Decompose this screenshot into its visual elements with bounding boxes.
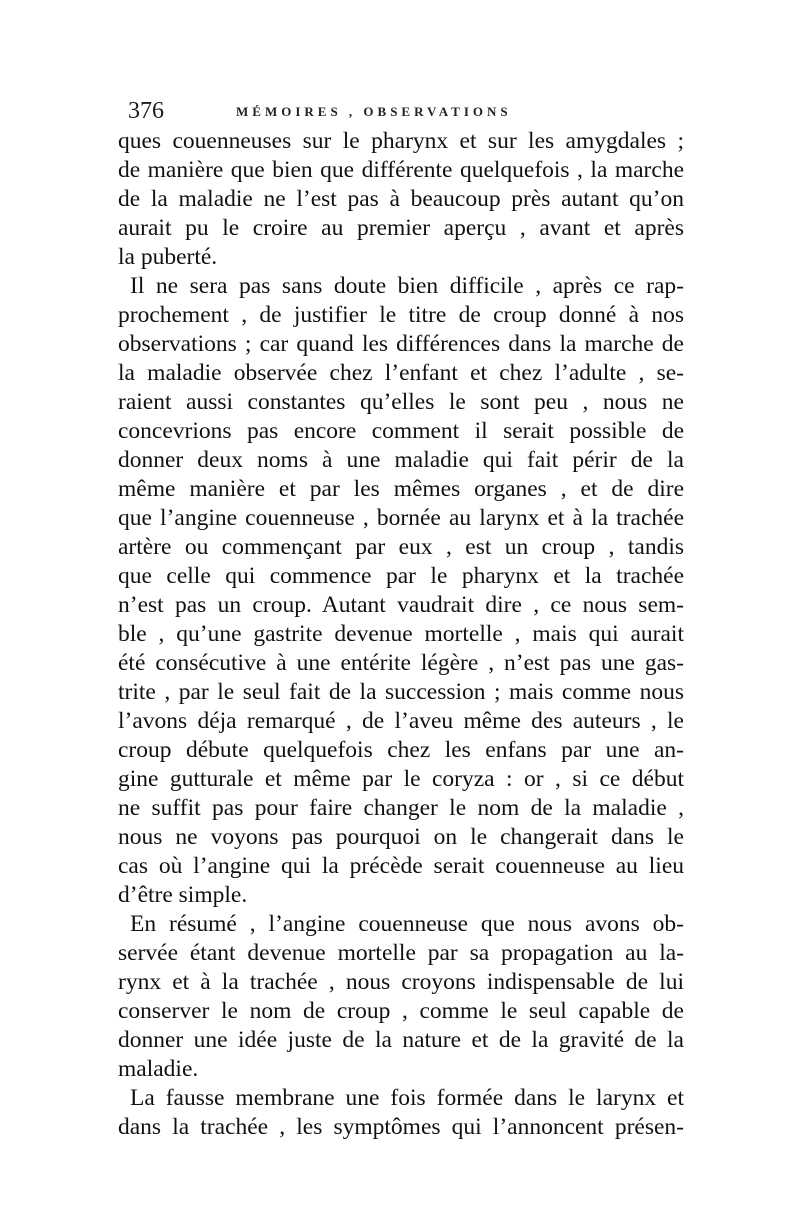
- paragraph-start-line: Il ne sera pas sans doute bien difficile , après ce rap-: [130, 273, 684, 299]
- page-header: [128, 96, 678, 126]
- text-line: ques couenneuses sur le pharynx et sur les amygdales ;: [118, 128, 684, 154]
- text-line: l’avons déja remarqué , de l’aveu même des auteurs , le: [118, 708, 684, 734]
- text-line: aurait pu le croire au premier aperçu , avant et après: [118, 215, 684, 241]
- text-line: ble , qu’une gastrite devenue mortelle , mais qui aurait: [118, 621, 684, 647]
- text-line: trite , par le seul fait de la succession ; mais comme nous: [118, 679, 684, 705]
- text-line: servée étant devenue mortelle par sa propagation au la-: [118, 940, 684, 966]
- text-line: observations ; car quand les différences dans la marche de: [118, 331, 684, 357]
- paragraph-start-line: La fausse membrane une fois formée dans le larynx et: [130, 1085, 684, 1111]
- text-line: artère ou commençant par eux , est un croup , tandis: [118, 534, 684, 560]
- text-line: conserver le nom de croup , comme le seul capable de: [118, 998, 684, 1024]
- text-line: rynx et à la trachée , nous croyons indispensable de lui: [118, 969, 684, 995]
- text-line: la maladie observée chez l’enfant et chez l’adulte , se-: [118, 360, 684, 386]
- text-line: nous ne voyons pas pourquoi on le changerait dans le: [118, 824, 684, 850]
- text-line: croup débute quelquefois chez les enfans par une an-: [118, 737, 684, 763]
- running-head: MÉMOIRES , OBSERVATIONS: [236, 104, 512, 119]
- text-line: ne suffit pas pour faire changer le nom de la maladie ,: [118, 795, 684, 821]
- text-line: cas où l’angine qui la précède serait couenneuse au lieu: [118, 853, 684, 879]
- text-line: gine gutturale et même par le coryza : or , si ce début: [118, 766, 684, 792]
- text-line: donner une idée juste de la nature et de la gravité de la: [118, 1027, 684, 1053]
- text-line: raient aussi constantes qu’elles le sont peu , nous ne: [118, 389, 684, 415]
- text-line: dans la trachée , les symptômes qui l’annoncent présen-: [118, 1114, 684, 1140]
- text-line: n’est pas un croup. Autant vaudrait dire , ce nous sem-: [118, 592, 684, 618]
- text-line: prochement , de justifier le titre de croup donné à nos: [118, 302, 684, 328]
- text-line: été consécutive à une entérite légère , n’est pas une gas-: [118, 650, 684, 676]
- text-line: donner deux noms à une maladie qui fait périr de la: [118, 447, 684, 473]
- page-number: 376: [128, 98, 164, 124]
- text-line: maladie.: [118, 1056, 199, 1082]
- text-line: de la maladie ne l’est pas à beaucoup près autant qu’on: [118, 186, 684, 212]
- text-line: la puberté.: [118, 244, 218, 270]
- text-line: d’être simple.: [118, 882, 248, 908]
- paragraph-start-line: En résumé , l’angine couenneuse que nous avons ob-: [130, 911, 684, 937]
- text-line: concevrions pas encore comment il serait possible de: [118, 418, 684, 444]
- text-line: même manière et par les mêmes organes , et de dire: [118, 476, 684, 502]
- text-line: que l’angine couenneuse , bornée au larynx et à la trachée: [118, 505, 684, 531]
- text-line: que celle qui commence par le pharynx et la trachée: [118, 563, 684, 589]
- text-line: de manière que bien que différente quelquefois , la marche: [118, 157, 684, 183]
